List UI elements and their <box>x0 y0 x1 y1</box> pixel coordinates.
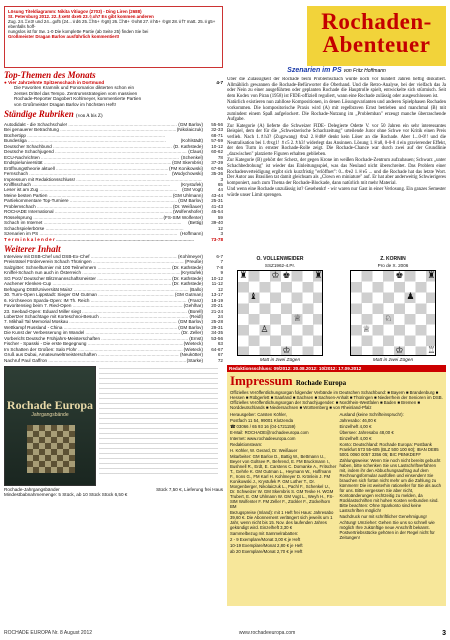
king-piece-icon: ♚ <box>395 270 404 281</box>
entry-author: (Neukötter) <box>180 352 203 358</box>
entry-title: Partiekommentare Top-Turniere ..... <box>4 198 177 203</box>
article-title-block <box>227 6 446 66</box>
chess-diagram-2 <box>340 257 446 363</box>
cover-subtitle: Jahrgangsbände <box>31 412 69 419</box>
entry-author: (GM Barlov) <box>178 122 203 128</box>
entry-page: 25-28 <box>211 319 223 325</box>
entry-page: 44 <box>217 187 223 193</box>
impressum-line: Redaktionsteam: <box>230 441 263 447</box>
page-number: 3 <box>442 630 446 637</box>
article-subtitle: Szenarien im PS von Fritz Hoffmann <box>287 67 386 74</box>
entry-author: (Hoffmann) <box>180 231 203 237</box>
entry-title: Problemschach ..... <box>4 204 172 209</box>
entry-title: SG Porz/ Deutscher Blitzmannschaftsmeister ..... <box>4 276 171 281</box>
entry-author: (Starke) <box>186 357 203 363</box>
title-band <box>307 6 446 66</box>
entry-author: (Gehlhar) <box>183 303 203 309</box>
entry-page: 73-78 <box>211 236 223 242</box>
rook-piece-icon: ♜ <box>427 270 436 281</box>
entry-title: Wettkampf Russland - China ..... <box>4 325 177 330</box>
entry-author: (Ernst) <box>189 335 203 341</box>
entry-author: (Nikolaiczuk) <box>176 127 203 133</box>
impressum-line: Postfach 11 54, 99001 Klotzenda <box>230 417 293 423</box>
top-theme-line: Die Favoriten Kramnik und Ponomariov dikterten schon ein <box>14 85 135 91</box>
entry-page: 3 <box>220 231 223 237</box>
entry-author: (Dr. Kathstede) <box>172 281 203 287</box>
rook-piece-icon: ♜ <box>314 270 323 281</box>
entry-page: 65 <box>217 182 223 188</box>
impressum-line: Jahresabo: 46,00 € <box>339 417 377 423</box>
diagram-source: SSZ1962-4.Pr. <box>264 262 296 268</box>
impressum-line: Mitarbeiter: GM Barlov D., Battig W., Bettmann U., Beyer von Goltsee P., Behrend, E. FM Bruckmann I., Bushnell R., Erdt, E. Carstens C. Domanke A., Fritscher T., Gehrle K. GM Gutman L., Heymann W., Hoffmann F., Irons G., FM Karl H. Kohlmeyer D. Krönlein J. FM Konikowski J., Krystufek P. GM Lother T., Dr. Morgenberger, Nikolaiczuk L., Pachl F., Schenkel U., Dr. Schweizer W. GM Skembris S. GM Teske H. WGM Trubert, E. GM Uhlmann W. GM Vogt L., Weyh H., FS-SIM Wolfenter F. FM Zeller F., Zückler F., Zückelhorn BM <box>230 453 337 509</box>
impressum-line: Ausland (keine Schrifteinspruch!): <box>339 411 404 417</box>
entry-title: 23. Seebad-Open: Eduard Miller siegt ..... <box>4 309 187 314</box>
entry-page: 37-39 <box>211 160 223 166</box>
entry-author: (Reidl) <box>189 313 203 319</box>
entry-page: 60-62 <box>211 149 223 155</box>
chess-diagram-1 <box>227 257 333 363</box>
side-text-block <box>99 368 218 476</box>
cover-title: Rochade Europa <box>6 398 94 413</box>
toc-entry[interactable] <box>4 237 223 242</box>
impressum-line: Herausgeber: Carsten Köhler, <box>230 411 287 417</box>
entry-author: (Wolfenshofer) <box>172 209 203 215</box>
queen-piece-icon: ♕ <box>293 313 302 324</box>
entry-page: 10-12 <box>211 143 223 149</box>
entry-title: T e r m i n k a l e n d e r ..... <box>4 237 202 242</box>
entry-page: 57-59 <box>211 138 223 144</box>
entry-page: 35-36 <box>211 171 223 177</box>
entry-title: Schach im Internet ..... <box>4 220 187 225</box>
solution-line: Lösung Titeldiagramm: Nikita Vitiugov (2703) - Ding Liren (2688) <box>8 9 142 14</box>
article-paragraph: Natürlich existieren nun zahllose Kompositionen, in denen Lösungsvarianten und anderen Spielphasen Rochaden vorkommen. Die kompositorische Praxis wird (A) mit regelbraven Ernst betrieben und manchmal (B) mit zumindest einem Spaß aufgelockert. Die Rochade-Nutzung im „Problemban" erzeugt manche überraschende Aufgabe. <box>227 100 446 123</box>
chessboard <box>350 270 436 356</box>
entry-title: Büchertipp ..... <box>4 133 202 138</box>
entry-title: Salzgitter: Schnellturnier mit 100 Teilnehmern ..... <box>4 265 171 270</box>
impressum-line: Übersee: Jahresabo 48,00 € <box>339 429 394 435</box>
solution-line: nungslos ist für Sw. 1-0 Die komplette Partie (ab Seite 25) finden Sie bei <box>8 29 149 35</box>
entry-page: 34-35 <box>211 330 223 336</box>
entry-author: (Wieteck) <box>183 346 203 352</box>
entry-author: (Borell) <box>188 308 203 314</box>
entry-author: (D. Kathstede) <box>173 143 203 149</box>
cover-image <box>4 366 96 486</box>
entry-author: (Ballo) <box>189 286 203 292</box>
entry-page: 64-67 <box>211 346 223 352</box>
entry-title: Befragung DSB/Universität Mainz ..... <box>4 287 189 292</box>
entry-author: (GM Gutman) <box>174 292 203 298</box>
entry-title: Aachener Klenkes-Cup ..... <box>4 281 171 286</box>
entry-title: Impressum mit Redaktionsschluss! ..... <box>4 177 202 182</box>
left-column <box>4 6 223 498</box>
entry-page: 12 <box>217 225 223 231</box>
impressum-line: ab 20 Exemplare/Monat 2,70 € je Heft <box>230 548 303 554</box>
cover-order-note: Mindestbabnahmemenge: 5 Stück, ab 10 Stück Stück 6,50 € <box>4 492 128 498</box>
entry-page: 3 <box>220 176 223 182</box>
entry-title: Szenarien im PS ..... <box>4 231 179 236</box>
redaktionsschluss-banner: Redaktionsschluss: 09/2012: 20.08.2012: 10/2012: 17.09.2012 <box>227 365 446 372</box>
impressum-box <box>227 372 446 606</box>
entry-author: (FS-SIM Wolfenter) <box>163 214 203 220</box>
entry-author: (Bettig) <box>188 220 203 226</box>
impressum-line: Sammelbezug mit Sammelrabatten: <box>230 530 299 536</box>
entry-title: Im Schatten der Großen: Salo Flohr ..... <box>4 347 183 352</box>
top-theme-line: Rochade-Reporter Dagobert Kohlmeyer, kommentierte Partien <box>14 96 142 102</box>
entry-title: Deutsche Schachjugend ..... <box>4 149 187 154</box>
entry-page: 41-43 <box>211 203 223 209</box>
footer-url[interactable]: www.rochadeeuropa.com <box>238 630 296 636</box>
impressum-columns <box>230 412 443 590</box>
entry-title: Kniffel-Schach nun auch in Österreich ..... <box>4 270 180 275</box>
entry-author: (FM Konikowski) <box>169 165 203 171</box>
cover-caption: Rochade-Jahrgangsbänder <box>4 487 60 493</box>
solution-line: St. Petersburg 2012. 22.♗xe5! dxe5 23.♘xh7 Es gibt kommen anderen <box>8 14 154 20</box>
entry-title: Fischer - Spasski - Die erste Begegnung ..... <box>4 341 183 346</box>
entry-title: Nachruf Paul Gaffron ..... <box>4 358 186 363</box>
impressum-line: Konto: Deutschland: Rochade Europa: Postbank Frankfurt 573 55-605 (BLZ 500 100 60); IBAN DE85 5001 0060 0057 3356 05; BIC PBNKDEFF <box>339 441 439 457</box>
entry-author: (GM Barlov) <box>178 324 203 330</box>
entry-page: 25-31 <box>211 198 223 204</box>
diagram-source: Pro de X. 2006 <box>377 262 409 268</box>
entry-author: (Schenkel) <box>181 154 203 160</box>
entry-title: Favoritensieg beim 7. Ried-Open ..... <box>4 303 183 308</box>
entry-author: (Preuße) <box>184 259 203 265</box>
impressum-line: 10-19 Exemplare/Monat 2,80 € je Heft <box>230 542 303 548</box>
entry-author: (Kohlmeyer) <box>177 254 203 259</box>
entry-title: Bei genauerer Betrachtung ..... <box>4 127 176 132</box>
entry-page: 29-31 <box>211 324 223 330</box>
entry-title: Vorbericht Deutsche Frühjahrs-Meisterschaften ..... <box>4 336 188 341</box>
impressum-line: 2 - 9 Exemplare/Monat 3,00 € je Heft <box>230 536 301 542</box>
entry-title: Gruß aus Dubai, Amateurweltmeisterschaften ..... <box>4 352 179 357</box>
entry-author: (Dr. Kathstede) <box>172 275 203 281</box>
entry-page: 53-56 <box>211 335 223 341</box>
impressum-col-left <box>230 412 337 590</box>
entry-title: ROCHADE International ..... <box>4 209 172 214</box>
entry-author: (GM Vogt) <box>182 187 203 193</box>
entry-page: 24 <box>217 313 223 319</box>
entry-author: (Dr. Kathstede) <box>172 264 203 270</box>
weiterer-list <box>4 254 223 363</box>
entry-title: Interview mit DSB-Chef und DSB-Ex-Chef ..... <box>4 254 177 259</box>
entry-title: Endspieluniversität ..... <box>4 160 171 165</box>
section-subheading: (von A bis Z) <box>76 114 103 120</box>
page-footer <box>4 630 446 637</box>
entry-page: 68-71 <box>211 132 223 138</box>
impressum-line: Nachdruck nur mit schriftlicher Genehmigung! <box>339 513 427 519</box>
entry-page: 21-24 <box>211 308 223 314</box>
entry-author: (GM Uhlmann) <box>172 192 203 198</box>
queen-piece-icon: ♕ <box>362 324 371 335</box>
impressum-line: Einzelheft 4,00 € <box>339 423 372 429</box>
chessboard-graphic <box>27 425 75 473</box>
entry-title: Autodidakt - die Schachschule! ..... <box>4 122 177 127</box>
entry-page: 20-21 <box>211 303 223 309</box>
entry-page: 39-40 <box>211 220 223 226</box>
entry-title: Lübertzer Schachtage mit Korteschnoi-Besuch ..... <box>4 314 188 319</box>
entry-author: (Kohlstädt) <box>180 138 203 144</box>
diagram-composer: Z. KORNIN <box>380 256 406 262</box>
solution-box <box>4 6 223 68</box>
entry-title: ECU-Nachrichten ..... <box>4 155 180 160</box>
solution-line: Großmeister Dragan Barlov ausführlich kommentiert! <box>8 34 120 40</box>
entry-page: 43-44 <box>211 192 223 198</box>
king-piece-icon: ♔ <box>395 345 404 356</box>
article-paragraph: Zur Kategorie (B) gehört der Scherz, der gegen Krone im weißen Rochade-Zentrum aufzubauen; Schwarz „unter Schachbedrohung" ist wieder das Einleitungsspiel, was das Neuland nicht überschreitet. Das Problem einer Rochadenverteidigung ergibt sich kurzfristig "erlöffnet": 0...♔e2 1.♕e5 ... und die Rochade hat das letzte Wort. Der Autor aus Brasilien tat damit gleichsam als „Clown en miniature" auf. Er hat aber anderweitig Schwierigeres komponiert, auch zum Thema der Rochade-Blockade, dann natürlich mit mehr Material. <box>227 158 446 186</box>
impressum-line: ☎ 03066 / 65 93 16 (04-1721159) <box>230 423 296 429</box>
entry-page: 11-12 <box>211 281 223 287</box>
top-theme-headline[interactable]: ● Vier Jahrzehnte Spitzenschach in Dortmund 4-7 <box>4 80 223 85</box>
toc-list <box>4 122 223 242</box>
impressum-line: Einzelheft 4,00 € <box>339 435 372 441</box>
entry-title: Preisrätsel Förderverein Schach Thüringen ..... <box>4 259 184 264</box>
entry-page: 45-54 <box>211 209 223 215</box>
article-author: von Fritz Hoffmann <box>343 68 386 74</box>
entry-title: 30. Turm-Open Lippstadt: Sieger GM Gutman ..... <box>4 292 174 297</box>
entry-page: 67 <box>217 352 223 358</box>
impressum-line: Achtung! Umzieher: Gehen Sie uns so schnell wie möglich Ihre zukünftige neue Anschrift bekannt. Postvertriebsstücke gehören in der Regel nicht für Zeitungen! <box>339 519 435 540</box>
entry-author: (Krystufek) <box>180 270 203 276</box>
diagram-caption: Matt in zwei Zügen <box>259 357 301 363</box>
impressum-line: Internet: www.rochadeeuropa.com <box>230 435 296 441</box>
chess-diagrams <box>227 257 446 363</box>
entry-title: Deutscher Schachbund ..... <box>4 144 172 149</box>
entry-page: 13-17 <box>211 292 223 298</box>
article-title-line1: Rochaden- <box>321 9 432 34</box>
pawn-piece-icon: ♙ <box>260 324 269 335</box>
entry-page: 67-66 <box>211 165 223 171</box>
king-piece-icon: ♔ <box>271 270 280 281</box>
entry-author: (Wieteck) <box>183 341 203 347</box>
entry-page: 6-7 <box>216 254 223 259</box>
entry-title: Rösselsprung ..... <box>4 215 163 220</box>
entry-author: (Wodychowski) <box>171 171 203 177</box>
bishop-piece-icon: ♝ <box>249 291 258 302</box>
cover-promo <box>4 366 223 486</box>
entry-page: 7-8 <box>216 264 223 270</box>
entry-author: (GM Barlov) <box>178 319 203 325</box>
entry-author: (Dr. Weißauer) <box>172 203 203 209</box>
entry-author: (Claus) <box>188 149 203 155</box>
solution-line: Zug. 24.♖e3! und 24...gxf5 (24...♕d6 25.♖h5+ ♔g8) 26.♖h8+ ♔xh8 27.♕h5+ ♔g8 28.♕f7 matt. 25.♕g5+ ebenfalls hoff- <box>8 19 216 30</box>
entry-title: Leser ist am Zug ..... <box>4 187 181 192</box>
entry-author: (GM Barlov) <box>178 198 203 204</box>
content-entry[interactable] <box>4 358 223 363</box>
entry-title: Knifflsschach ..... <box>4 182 180 187</box>
entry-title: Die Kunst der Verbesserung im Wandel ..... <box>4 330 180 335</box>
entry-page: 55-56 <box>211 122 223 128</box>
entry-author: (Franz) <box>188 297 203 303</box>
diagram-composer: O. VOLLENWEIDER <box>256 256 304 262</box>
article-title-line2: Abenteuer <box>322 32 431 57</box>
cover-side-text <box>96 366 218 486</box>
entry-author: (Krystufek) <box>180 182 203 188</box>
impressum-line: Bezugspreise (Inland): mit 1 Heft frei Haus: Jahresabo 39,60 €. Die Abonnement verlängert sich jeweils um 1 Jahr, wenn nicht bis 15. Nov. des laufenden Jahres gekündigt wird. Einzelheft 3,30 € <box>230 509 334 530</box>
king-piece-icon: ♔ <box>282 345 291 356</box>
section-heading-top-themen: Top-Themen des Monats <box>4 70 96 80</box>
entry-author: (GM Skembris) <box>172 160 203 166</box>
entry-page: 7 <box>220 259 223 265</box>
entry-title: Schachspielerbörse ..... <box>4 226 202 231</box>
cover-price: Stück 7,50 €, Lieferung frei Haus <box>156 487 223 493</box>
right-column <box>227 6 446 606</box>
entry-page: 10-12 <box>211 275 223 281</box>
entry-page: 59 <box>217 214 223 220</box>
impressum-col-right <box>337 412 444 590</box>
bullet-icon: ● <box>4 80 9 85</box>
impressum-line: Zahlungsweise: Wenn Sie noch nicht bereits gebucht haben, bitte schenken Sie uns Lastschriftverfahren mit, indem ihr den Abbuchungsauftrag auf dem Rechnungsformular ausfüllen und einsenden! Sie brauchen sich fortan nicht mehr um die Zahlung zu kümmern! Die ist weiterhin rationeller für Sie als auch für uns. Bitte vergessen Sie aber nicht, Kontoänderungen rechtzeitig zu melden, da Rücklastschriften mit hohen Kosten verbunden sind. Bitte beachten: Ohne Sparkonto sind keine Lastschriften möglich! <box>339 457 441 513</box>
entry-page: 9 <box>220 270 223 276</box>
knight-piece-icon: ♘ <box>384 313 393 324</box>
entry-title: Fernschach ..... <box>4 171 171 176</box>
rook-piece-icon: ♜ <box>239 270 248 281</box>
rook-piece-icon: ♖ <box>427 345 436 356</box>
entry-page: 32-33 <box>211 127 223 133</box>
top-theme-line: von Großmeister Dragan Barlov im höchsten Heft! <box>14 101 116 107</box>
section-heading-weiterer: Weiterer Inhalt <box>4 244 61 254</box>
entry-title: 6. Kirchseeon Sparda-Open: IM Th. Reich ..... <box>4 298 187 303</box>
article-paragraph: Zur Kategorie (A) lieferte die Schweizer FIDE- Delegierte Odette V. vor 50 Jahren ein sehr interessantes Beispiel, dem der für die „Schweizerische Schachzeitung" urteilende Juror ohne Schwe vor Kritik einen Preis verlieh. Nach 1.♗h3? (Zugzwang) ♔a2 2.♕d8# denkt kein Löser an die Rochade. Aber 1...0-0!! und die Neutralisation bei 1.♔xg1! ♗c5 2.♗h3! widerlegt das Ansinnen. Lösung 1.♕a8, 0-0-0 4 ein gravierender Effekt, der den Turm in ernster Rochade-Rolle zeigt. Die Rochade-Chance war durch zwei auf der Grundlinie „dazwischen" platzierte Figuren erhalten geblieben. <box>227 123 446 157</box>
impressum-line: H. Köhler, W. Gerard, Dr. Weißauer <box>230 447 298 453</box>
section-heading-staendige: Ständige Rubriken (von A bis Z) <box>4 109 103 120</box>
pawn-piece-icon: ♟ <box>406 291 415 302</box>
chessboard <box>237 270 323 356</box>
entry-author: (Dr. Zeller) <box>181 330 203 336</box>
entry-page: 72 <box>217 357 223 363</box>
entry-title: Meine besten Partien ..... <box>4 193 172 198</box>
impressum-intro: Offizielles Veröffentlichungsorgan folgender Verbände im Deutschen Schachbund: ■ Bayern ■ Brandenburg ■ Hessen ■ Rübgerlett ■ Saarland ■ Sachsen ■ Sachsen-Anhalt ■ Thüringen ■ Niederrhein der Senioren im DSB. Offizielles Veröffentlichungsorgan der Schachjugender: ■ Nordrhein-Westfalen ■ Baden ■ Bremen ■ Norddeutschlands ■ Niedersachsen ■ Württemberg ■ von Rheinland-Pfalz <box>230 389 443 410</box>
entry-page: 78 <box>217 154 223 160</box>
impressum-line: E-Mail: ROCHADE@rochadeeuropa.com <box>230 429 309 435</box>
entry-title: Bundesliga ..... <box>4 138 180 143</box>
diagram-caption: Matt in zwei Zügen <box>372 357 414 363</box>
entry-page: 12 <box>217 286 223 292</box>
footer-publication: ROCHADE EUROPA Nr. 8 August 2012 <box>4 630 93 636</box>
top-themen-list <box>4 80 223 107</box>
entry-page: 18-19 <box>211 297 223 303</box>
king-piece-icon: ♚ <box>282 270 291 281</box>
entry-title: Eröffnungstheorie aktuell ..... <box>4 166 168 171</box>
impressum-title: Impressum Rochade Europa <box>230 372 347 388</box>
top-theme-line: zentes Drittel das Tempo. Zentrumsstrategien vom massiven <box>14 90 138 96</box>
article-body <box>227 77 446 255</box>
entry-page: 63 <box>217 341 223 347</box>
entry-title: 7. Mikhail Tal Memorial Moskau ..... <box>4 319 177 324</box>
article-paragraph: Und wenn eine Rochade unzulässig ist? Gesehenkt! - wir waren nur Gast in einer Verlosung. Ein ganzes Semester würde unser Limit sprengen. <box>227 187 446 198</box>
article-paragraph: Über die Zulässigkeit der Rochade beim Problemschach wurde noch vor hundert Jahren heftig diskutiert. Allmählich gewannen die Rochade-Befürworter die Oberhand. Und die Retro-Analyse, bei der vielfach das Ja oder Nein zu einer ausgeführten oder geplanten Rochade die Hauptrolle spielt, entwickelte sich stürmisch. Seit dem Kodex von Piran (1958) ist FIDE-offiziell reguliert, wann eine Rochade zulässig oder ausgeschlossen ist. <box>227 77 446 99</box>
